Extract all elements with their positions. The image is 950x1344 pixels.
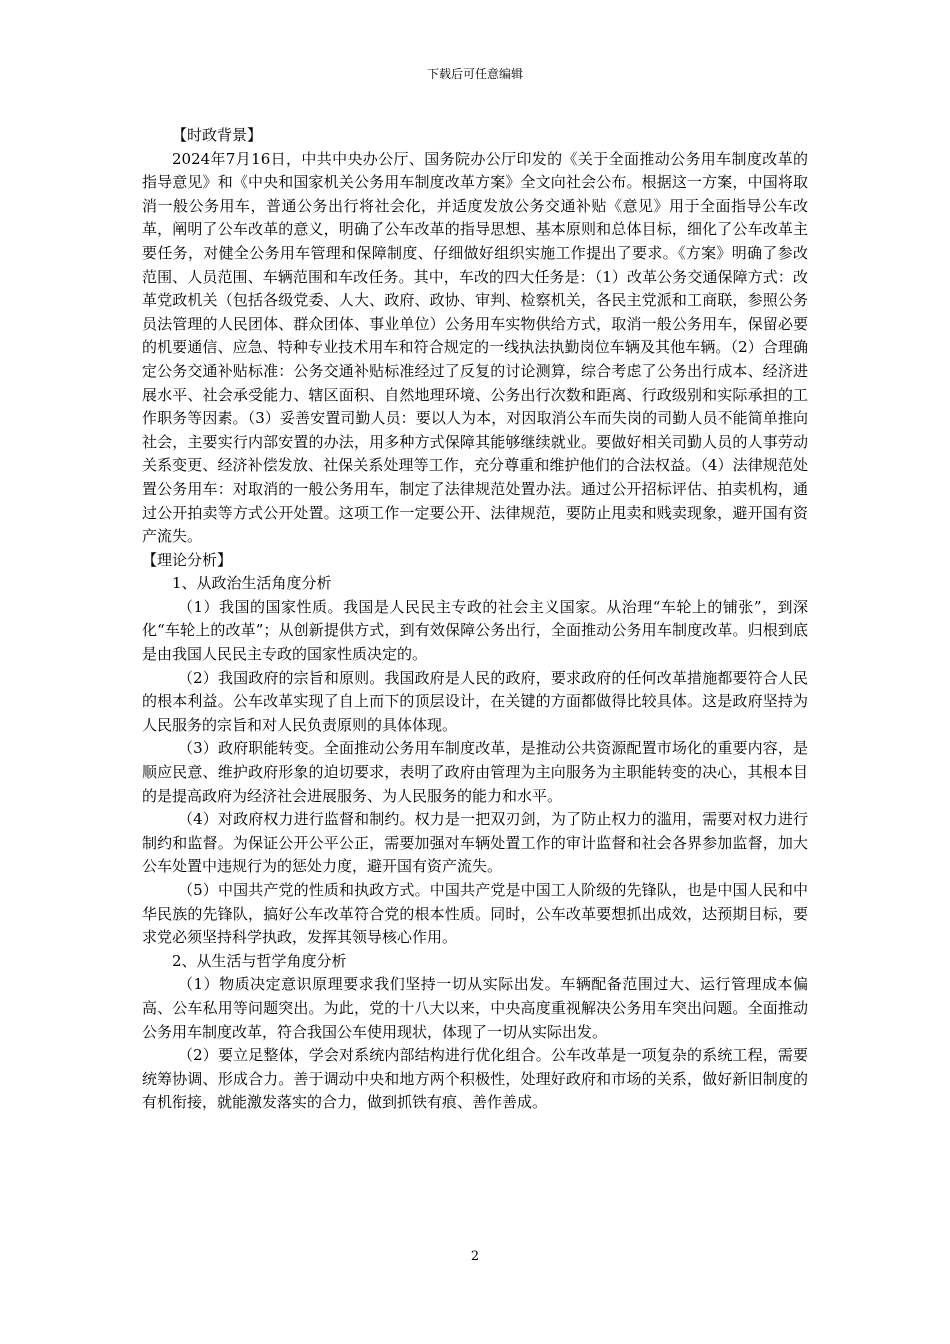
page-number: 2 [470, 1249, 480, 1264]
section-heading-background: 【时政背景】 [172, 126, 263, 144]
subsection-title-political: 1、从政治生活角度分析 [172, 574, 332, 593]
document-body [142, 124, 808, 1115]
background-paragraph: 2024年7月16日，中共中央办公厅、国务院办公厅印发的《关于全面推动公务用车制度改革的指导意见》和《中央和国家机关公务用车制度改革方案》全文向社会公布。根据这一方案，中国将取消一般公务用车，普通公务出行将社会化，并适度发放公务交通补贴《意见》用于全面指导公车改革，阐明了公车改革的意义，明确了公车改革的指导思想、基本原则和总体目标，细化了公车改革主要任务，对健全公务用车管理和保障制度、仔细做好组织实施工作提出了要求。《方案》明确了参改范围、人员范围、车辆范围和车改任务。其中，车改的四大任务是：（1）改革公务交通保障方式：改革党政机关（包括各级党委、人大、政府、政协、审判、检察机关，各民主党派和工商联，参照公务员法管理的人民团体、群众团体、事业单位）公务用车实物供给方式，取消一般公务用车，保留必要的机要通信、应急、特种专业技术用车和符合规定的一线执法执勤岗位车辆及其他车辆。（2）合理确定公务交通补贴标准：公务交通补贴标准经过了反复的讨论测算，综合考虑了公务出行成本、经济进展水平、社会承受能力、辖区面积、自然地理环境、公务出行次数和距离、行政级别和实际承担的工作职务等因素。（3）妥善安置司勤人员：要以人为本，对因取消公车而失岗的司勤人员不能简单推向社会，主要实行内部安置的办法，用多种方式保障其能够继续就业。要做好相关司勤人员的人事劳动关系变更、经济补偿发放、社保关系处理等工作，充分尊重和维护他们的合法权益。（4）法律规范处置公务用车：对取消的一般公务用车，制定了法律规范处置办法。通过公开招标评估、拍卖机构，通过公开拍卖等方式公开处置。这项工作一定要公开、法律规范，要防止甩卖和贱卖现象，避开国有资产流失。 [142, 149, 808, 546]
section-heading-analysis: 【理论分析】 [142, 550, 233, 569]
subsection-title-philosophy: 2、从生活与哲学角度分析 [172, 951, 347, 970]
header-note: 下载后可任意编辑 [426, 67, 523, 81]
analysis-paragraph: （1）我国的国家性质。我国是人民民主专政的社会主义国家。从治理“车轮上的铺张”，到深化“车轮上的改革”；从创新提供方式，到有效保障公务出行，全面推动公务用车制度改革。归根到底是由我国人民民主专政的国家性质决定的。 [142, 597, 808, 664]
analysis-paragraph: （1）物质决定意识原理要求我们坚持一切从实际出发。车辆配备范围过大、运行管理成本偏高、公车私用等问题突出。为此，党的十八大以来，中央高度重视解决公务用车突出问题。全面推动公务用车制度改革，符合我国公车使用现状，体现了一切从实际出发。 [142, 975, 808, 1041]
analysis-paragraph: （2）要立足整体，学会对系统内部结构进行优化组合。公车改革是一项复杂的系统工程，需要统筹协调、形成合力。善于调动中央和地方两个积极性，处理好政府和市场的关系，做好新旧制度的有机衔接，就能激发落实的合力，做到抓铁有痕、善作善成。 [142, 1046, 808, 1112]
analysis-paragraph: （5）中国共产党的性质和执政方式。中国共产党是中国工人阶级的先锋队，也是中国人民和中华民族的先锋队，搞好公车改革符合党的根本性质。同时，公车改革要想抓出成效，达预期目标，要求党必须坚持科学执政，发挥其领导核心作用。 [142, 881, 808, 947]
analysis-paragraph: （2）我国政府的宗旨和原则。我国政府是人民的政府，要求政府的任何改革措施都要符合人民的根本利益。公车改革实现了自上而下的顶层设计，在关键的方面都做得比较具体。这是政府坚持为人民服务的宗旨和对人民负责原则的具体体现。 [142, 668, 808, 734]
analysis-paragraph: （4）对政府权力进行监督和制约。权力是一把双刃剑，为了防止权力的滥用，需要对权力进行制约和监督。为保证公开公平公正，需要加强对车辆处置工作的审计监督和社会各界参加监督，加大公车处置中违规行为的惩处力度，避开国有资产流失。 [142, 810, 808, 876]
analysis-paragraph: （3）政府职能转变。全面推动公务用车制度改革，是推动公共资源配置市场化的重要内容，是顺应民意、维护政府形象的迫切要求，表明了政府由管理为主向服务为主职能转变的决心，其根本目的是提高政府为经济社会进展服务、为人民服务的能力和水平。 [142, 739, 808, 805]
